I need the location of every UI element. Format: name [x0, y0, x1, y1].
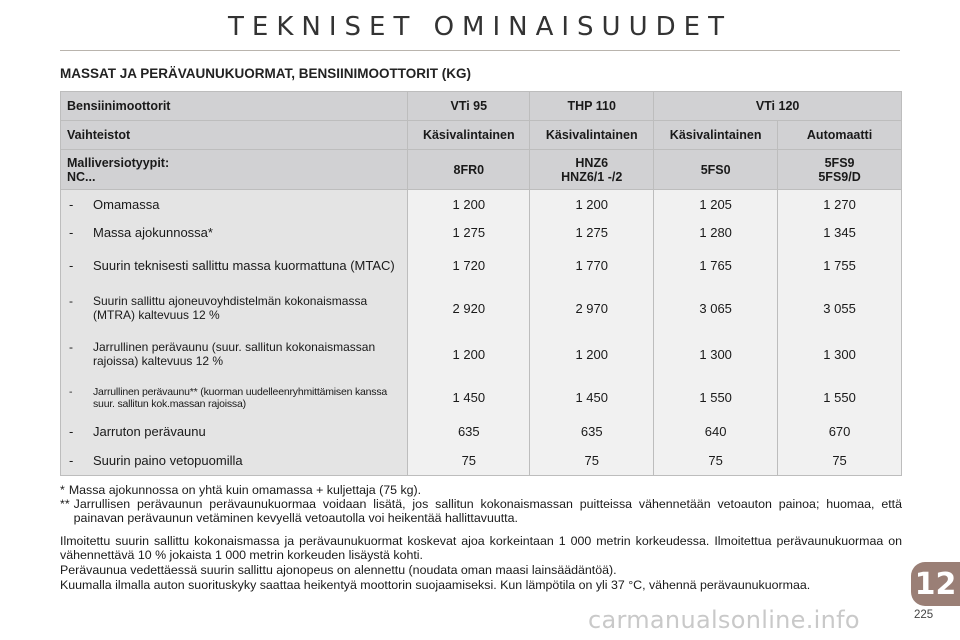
- footnote-1: [60, 483, 902, 497]
- engine-vti120: VTi 120: [654, 92, 902, 121]
- row-value: 3 065: [654, 286, 778, 331]
- model-col2-line1: HNZ6: [575, 155, 609, 170]
- header-divider: [60, 50, 900, 51]
- footnote-text: Massa ajokunnossa on yhtä kuin omamassa + kuljettaja (75 kg).: [68, 483, 422, 497]
- table-row: [61, 220, 902, 246]
- model-col1: 8FR0: [408, 150, 530, 190]
- model-col4-line1: 5FS9: [824, 155, 855, 170]
- row-value: 1 755: [778, 246, 902, 286]
- row-value: 1 200: [530, 190, 654, 220]
- table-row: [61, 190, 902, 220]
- row-value: 1 770: [530, 246, 654, 286]
- row-value: 670: [778, 418, 902, 446]
- row-label: Omamassa: [93, 197, 160, 213]
- gearbox-col1: Käsivalintainen: [408, 121, 530, 150]
- row-label: Jarrullinen perävaunu (suur. sallitun kokonaismassan rajoissa) kaltevuus 12 %: [93, 340, 376, 368]
- model-header-row: [61, 150, 902, 190]
- row-dash: -: [69, 225, 74, 240]
- row-value: 1 720: [408, 246, 530, 286]
- table-row: [61, 418, 902, 446]
- model-label-line2: NC...: [67, 169, 96, 184]
- row-dash: -: [69, 340, 73, 354]
- gearbox-col3: Käsivalintainen: [654, 121, 778, 150]
- row-value: 1 450: [530, 378, 654, 418]
- paragraph-heat: Kuumalla ilmalla auton suorituskyky saattaa heikentyä moottorin suojaamiseksi. Kun lämpötila on yli 37 °C, vähennä perävaunukuormaa.: [60, 578, 811, 592]
- row-value: 635: [530, 418, 654, 446]
- row-dash: -: [69, 294, 73, 308]
- row-value: 1 345: [778, 220, 902, 246]
- row-value: 1 550: [778, 378, 902, 418]
- paragraph-altitude: Ilmoitettu suurin sallittu kokonaismassa ja perävaunukuormat koskevat ajoa korkeintaan 1 000 metrin korkeudessa. Ilmoitettua perävaunukuormaa on vähennettävä 10 % jokaista 1 000 metrin korkeuden lisäystä kohti.: [60, 534, 902, 562]
- row-value: 3 055: [778, 286, 902, 331]
- row-label: Jarrullinen perävaunu** (kuorman uudelleenryhmittämisen kanssa suur. sallitun kok.massan rajoissa): [93, 385, 388, 410]
- table-row: [61, 378, 902, 418]
- model-col2: [530, 150, 654, 190]
- model-col4-line2: 5FS9/D: [818, 169, 861, 184]
- row-dash: -: [69, 385, 73, 398]
- model-col2-line2: HNZ6/1 -/2: [561, 169, 623, 184]
- row-value: 75: [778, 446, 902, 476]
- row-dash: -: [69, 197, 74, 213]
- row-label: Jarruton perävaunu: [93, 424, 206, 439]
- row-value: 1 200: [408, 190, 530, 220]
- engine-vti95: VTi 95: [408, 92, 530, 121]
- row-value: 1 275: [408, 220, 530, 246]
- model-label-line1: Malliversiotyypit:: [67, 155, 170, 170]
- model-col4: [778, 150, 902, 190]
- row-value: 1 280: [654, 220, 778, 246]
- row-dash: -: [69, 424, 74, 439]
- row-value: 640: [654, 418, 778, 446]
- engine-thp110: THP 110: [530, 92, 654, 121]
- row-value: 75: [654, 446, 778, 476]
- model-col3: 5FS0: [654, 150, 778, 190]
- row-value: 2 920: [408, 286, 530, 331]
- watermark: carmanualsonline.info: [588, 606, 860, 634]
- row-label: Suurin paino vetopuomilla: [93, 452, 243, 468]
- footnotes: [60, 483, 902, 525]
- gearbox-col4: Automaatti: [778, 121, 902, 150]
- gearbox-header-row: [61, 121, 902, 150]
- footnote-mark: **: [60, 497, 70, 511]
- footnote-text: Jarrullisen perävaunun perävaunukuormaa voidaan lisätä, jos sallitun kokonaismassan puitteissa vähennetään vetoauton painoa; huomaa, että painavan perävaunun vetäminen kevyellä vetoautolla voi heikentää hallittavuutta.: [73, 497, 902, 525]
- table-row: [61, 331, 902, 378]
- footnote-mark: *: [60, 483, 65, 497]
- row-dash: -: [69, 258, 74, 273]
- row-value: 1 205: [654, 190, 778, 220]
- engine-label: Bensiinimoottorit: [61, 92, 408, 121]
- footnote-2: [60, 497, 902, 525]
- engine-header-row: [61, 92, 902, 121]
- page-number: 225: [914, 609, 934, 621]
- row-value: 1 765: [654, 246, 778, 286]
- row-value: 1 200: [530, 331, 654, 378]
- row-label: Massa ajokunnossa*: [93, 225, 213, 240]
- row-value: 1 300: [654, 331, 778, 378]
- page-title: TEKNISET OMINAISUUDET: [228, 12, 732, 42]
- chapter-tab: 12: [911, 562, 960, 606]
- row-label: Suurin sallittu ajoneuvoyhdistelmän kokonaismassa (MTRA) kaltevuus 12 %: [93, 294, 368, 322]
- gearbox-label: Vaihteistot: [61, 121, 408, 150]
- mass-table: [60, 91, 902, 476]
- row-value: 1 270: [778, 190, 902, 220]
- row-value: 75: [530, 446, 654, 476]
- row-value: 1 200: [408, 331, 530, 378]
- paragraph-speed: Perävaunua vedettäessä suurin sallittu ajonopeus on alennettu (noudata oman maasi lainsäädäntöä).: [60, 563, 617, 577]
- row-value: 1 550: [654, 378, 778, 418]
- row-label: Suurin teknisesti sallittu massa kuormattuna (MTAC): [93, 258, 395, 273]
- row-value: 635: [408, 418, 530, 446]
- table-row: [61, 246, 902, 286]
- section-title: MASSAT JA PERÄVAUNUKUORMAT, BENSIINIMOOTTORIT (KG): [60, 66, 471, 81]
- table-row: [61, 286, 902, 331]
- row-value: 1 275: [530, 220, 654, 246]
- row-dash: -: [69, 452, 74, 468]
- gearbox-col2: Käsivalintainen: [530, 121, 654, 150]
- table-row: [61, 446, 902, 476]
- row-value: 75: [408, 446, 530, 476]
- row-value: 2 970: [530, 286, 654, 331]
- model-label: [61, 150, 408, 190]
- row-value: 1 300: [778, 331, 902, 378]
- row-value: 1 450: [408, 378, 530, 418]
